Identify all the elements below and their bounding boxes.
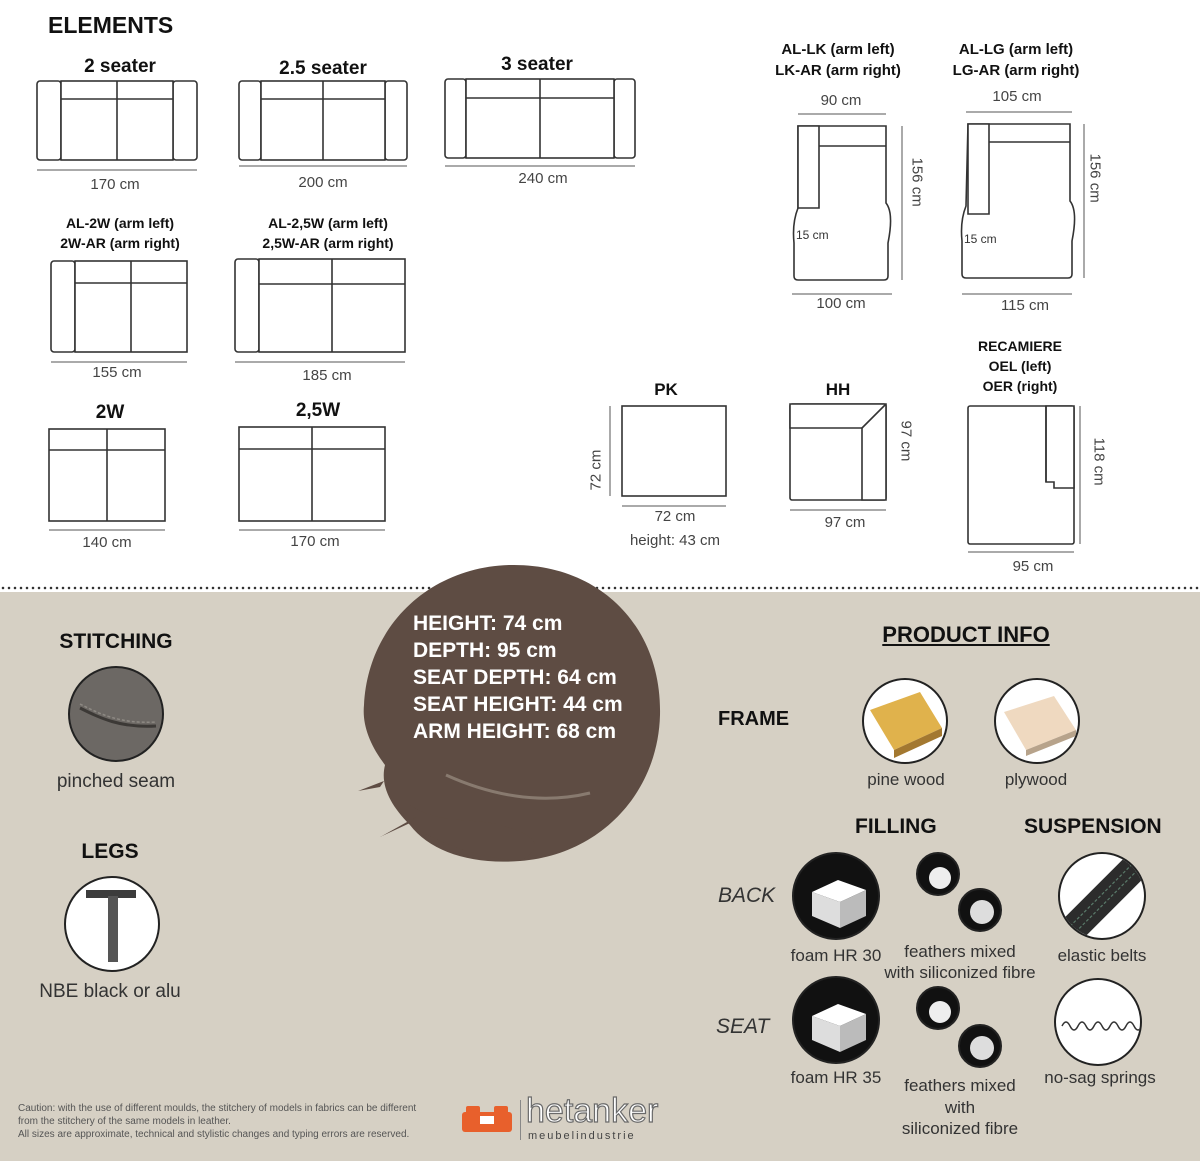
back-foam-caption: foam HR 30 — [790, 946, 882, 965]
element-title: RECAMIERE — [977, 338, 1062, 354]
sofa-2-seater-drawing — [34, 78, 200, 174]
dimension-label: 170 cm — [290, 533, 340, 550]
seat-foam-caption: foam HR 35 — [790, 1068, 882, 1087]
element-subtitle: LK-AR (arm right) — [775, 62, 901, 79]
element-title: AL-LK (arm left) — [781, 41, 895, 58]
stitching-title: STITCHING — [59, 630, 173, 653]
element-title: HH — [825, 380, 851, 399]
brand-name: hetanker — [526, 1092, 659, 1130]
dimension-label: 90 cm — [820, 92, 862, 109]
spec-list — [413, 610, 623, 745]
dimension-label: 240 cm — [518, 170, 568, 187]
plywood-image — [994, 678, 1080, 764]
element-subtitle: 2,5W-AR (arm right) — [262, 235, 394, 251]
feather-image — [916, 852, 960, 896]
element-title: AL-LG (arm left) — [958, 41, 1074, 58]
no-sag-springs-image — [1054, 978, 1142, 1066]
dimension-label: 15 cm — [964, 232, 997, 246]
legs-title: LEGS — [81, 840, 139, 863]
fibre-image — [958, 888, 1002, 932]
recamiere-drawing — [962, 402, 1092, 558]
legs-image — [64, 876, 160, 972]
element-title: 2,5W — [295, 400, 341, 421]
dimension-label: 95 cm — [1012, 558, 1054, 575]
foam-image — [792, 852, 880, 940]
element-title: 2 seater — [84, 56, 156, 77]
suspension-label: SUSPENSION — [1024, 815, 1162, 838]
seat-label: SEAT — [716, 1015, 770, 1038]
dimension-label: 155 cm — [92, 364, 142, 381]
dimension-label: 156 cm — [908, 157, 926, 207]
brand-logo — [460, 1092, 710, 1144]
element-subtitle: OER (right) — [982, 378, 1058, 394]
ottoman-pk-drawing — [604, 402, 728, 510]
frame-label: FRAME — [718, 708, 790, 730]
dimension-label: 15 cm — [796, 228, 829, 242]
sofa-3-seater-drawing — [442, 76, 638, 170]
spec-arm-height: ARM HEIGHT: 68 cm — [413, 720, 617, 743]
brand-subtitle: meubelindustrie — [528, 1130, 636, 1142]
element-title: 2W — [95, 402, 125, 423]
back-label: BACK — [718, 884, 776, 907]
fibre-image — [958, 1024, 1002, 1068]
seat-feathers-caption: with — [944, 1098, 976, 1117]
dimension-label: 185 cm — [302, 367, 352, 384]
dimension-label: 105 cm — [992, 88, 1042, 105]
spec-seat-height: SEAT HEIGHT: 44 cm — [413, 693, 623, 716]
element-subtitle: OEL (left) — [988, 358, 1052, 374]
legs-caption: NBE black or alu — [39, 981, 181, 1002]
foam-image — [792, 976, 880, 1064]
element-title: AL-2,5W (arm left) — [268, 215, 388, 231]
page-title: ELEMENTS — [48, 12, 174, 38]
filling-label: FILLING — [855, 815, 937, 838]
spec-height: HEIGHT: 74 cm — [413, 612, 563, 635]
sofa-al-lk-drawing — [786, 108, 916, 314]
caution-note — [18, 1102, 458, 1141]
element-title: PK — [654, 380, 678, 399]
element-title: 3 seater — [501, 54, 573, 75]
product-info-title: PRODUCT INFO — [882, 622, 1050, 647]
sofa-al-2w-drawing — [48, 258, 192, 368]
spec-seat-depth: SEAT DEPTH: 64 cm — [413, 666, 617, 689]
frame-item-caption: plywood — [1004, 770, 1068, 789]
sofa-2-5-seater-drawing — [236, 78, 410, 168]
caution-line: Caution: with the use of different moulds, the stitchery of models in fabrics can be different — [18, 1103, 417, 1114]
dimension-label: 118 cm — [1090, 437, 1108, 486]
stitching-image — [68, 666, 164, 762]
dimension-label: 200 cm — [298, 174, 348, 191]
seat-feathers-caption: feathers mixed — [904, 1076, 1016, 1095]
sofa-2-5w-drawing — [236, 424, 390, 536]
back-feathers-caption: feathers mixed — [904, 942, 1016, 961]
pine-wood-image — [862, 678, 948, 764]
dimension-label: 97 cm — [897, 420, 915, 462]
element-subtitle: LG-AR (arm right) — [952, 62, 1080, 79]
spec-depth: DEPTH: 95 cm — [413, 639, 557, 662]
height-label: height: 43 cm — [629, 532, 721, 549]
dimension-label: 156 cm — [1086, 153, 1104, 203]
feather-image — [916, 986, 960, 1030]
sofa-al-lg-drawing — [956, 106, 1090, 300]
sofa-logo-icon — [460, 1102, 514, 1134]
corner-hh-drawing — [786, 400, 896, 516]
logo-divider — [520, 1100, 521, 1140]
dimension-label: 115 cm — [1000, 297, 1050, 314]
dimension-label: 97 cm — [824, 514, 866, 531]
element-title: AL-2W (arm left) — [65, 215, 175, 231]
element-subtitle: 2W-AR (arm right) — [60, 235, 180, 251]
seat-feathers-caption: siliconized fibre — [901, 1119, 1019, 1138]
sofa-2w-drawing — [46, 426, 170, 536]
seat-suspension-caption: no-sag springs — [1044, 1068, 1156, 1087]
frame-item-caption: pine wood — [867, 770, 945, 789]
caution-line: All sizes are approximate, technical and stylistic changes and typing errors are reserved. — [18, 1129, 410, 1140]
dimension-label: 72 cm — [654, 508, 696, 525]
dimension-label: 100 cm — [816, 295, 866, 312]
elastic-belts-image — [1058, 852, 1146, 940]
sofa-al-2-5w-drawing — [232, 256, 410, 368]
dimension-label: 170 cm — [90, 176, 140, 193]
dimension-label: 72 cm — [587, 449, 605, 491]
back-suspension-caption: elastic belts — [1057, 946, 1147, 965]
dimension-label: 140 cm — [82, 534, 132, 551]
caution-line: from the stitchery of the same models in leather. — [18, 1116, 231, 1127]
back-feathers-caption: with siliconized fibre — [884, 963, 1036, 982]
element-title: 2.5 seater — [279, 58, 367, 79]
stitching-caption: pinched seam — [56, 771, 176, 792]
